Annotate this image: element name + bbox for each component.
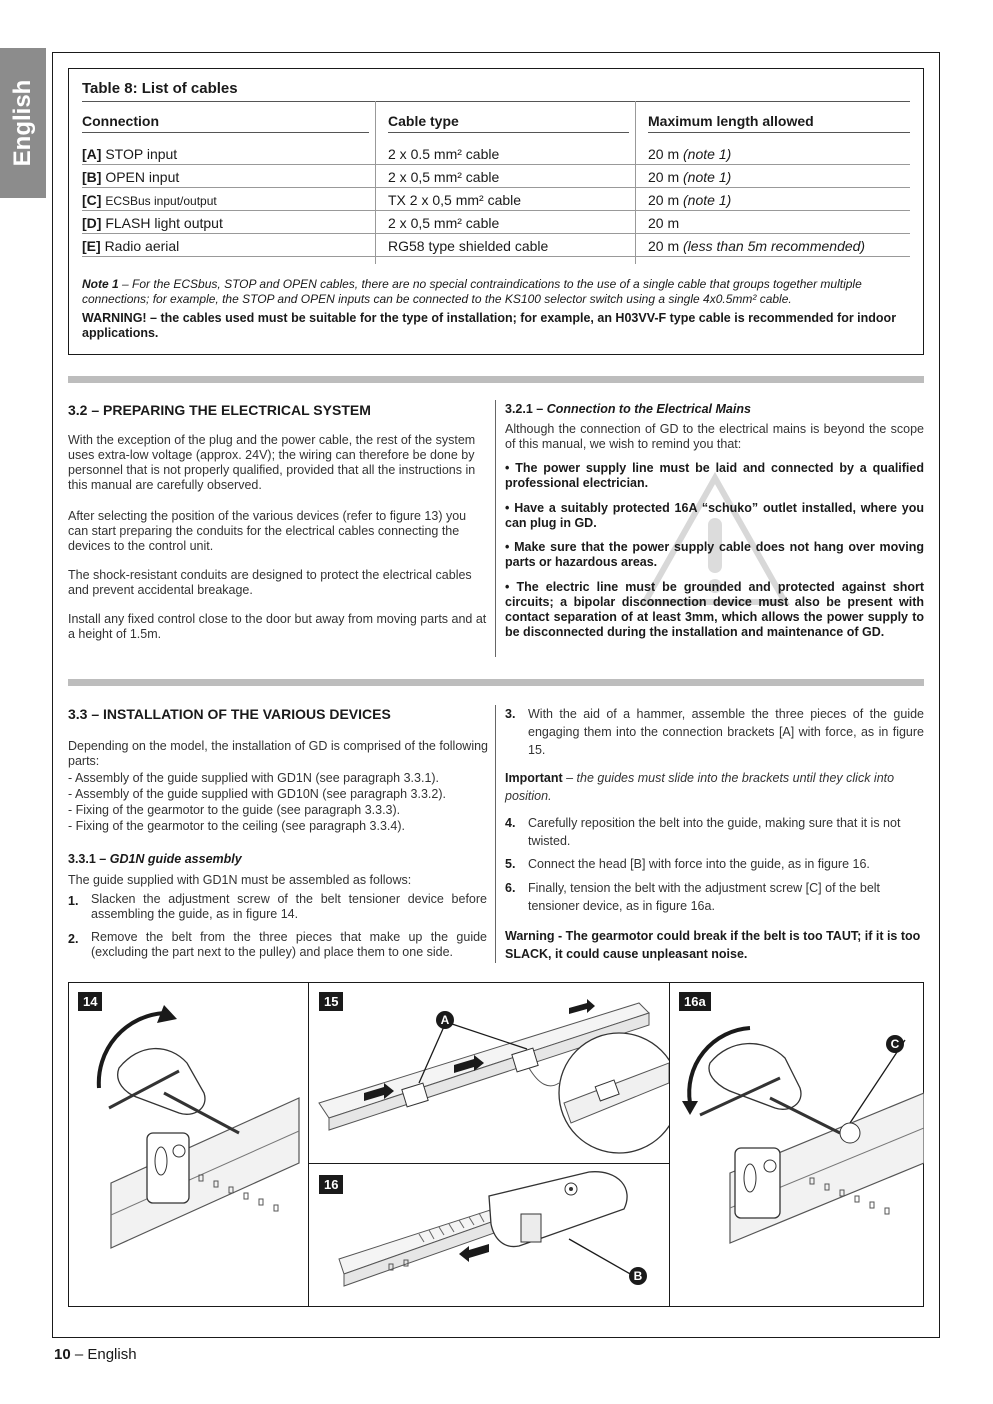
page-number: 10	[54, 1346, 71, 1363]
row-length-note: (less than 5m recommended)	[683, 238, 866, 254]
important-note: Important – the guides must slide into the brackets until they click into position.	[505, 771, 895, 803]
figure-16a-illustration	[670, 983, 924, 1306]
figure-16a-label: 16a	[679, 992, 711, 1011]
list-item: - Fixing of the gearmotor to the guide (see paragraph 3.3.3).	[68, 803, 401, 817]
row-name: FLASH light output	[105, 215, 223, 231]
table-header-connection: Connection	[82, 113, 159, 129]
row-length-note: (note 1)	[683, 146, 732, 162]
note-label: Note 1	[82, 277, 119, 291]
table-note	[82, 277, 912, 307]
figure-16-label: 16	[319, 1175, 343, 1194]
row-cable: 2 x 0,5 mm² cable	[388, 169, 500, 185]
row-name: OPEN input	[105, 169, 180, 185]
list-item: - Assembly of the guide supplied with GD1N (see paragraph 3.3.1).	[68, 771, 440, 785]
numbered-step: 1. Slacken the adjustment screw of the belt tensioner device before assembling the guide, as in figure 14.	[68, 892, 487, 921]
figure-14-illustration	[69, 983, 308, 1306]
warning-text: Warning - The gearmotor could break if the belt is too TAUT; if it is too SLACK, it could cause unpleasant noise.	[505, 929, 921, 961]
figure-panel	[68, 982, 924, 1307]
numbered-step: 5. Connect the head [B] with force into the guide, as in figure 16.	[505, 857, 870, 871]
row-length: 20 m	[648, 169, 680, 185]
row-name: ECSBus input/output	[105, 194, 217, 208]
subsection-3-2-1-title: 3.2.1 – Connection to the Electrical Mains	[505, 402, 751, 416]
section-3-3-title: 3.3 – INSTALLATION OF THE VARIOUS DEVICES	[68, 706, 391, 722]
row-cable: TX 2 x 0,5 mm² cable	[388, 192, 522, 208]
row-length: 20 m	[648, 215, 680, 231]
table-header-cable-type: Cable type	[388, 113, 459, 129]
section-3-2-title: 3.2 – PREPARING THE ELECTRICAL SYSTEM	[68, 402, 371, 418]
column-separator	[495, 705, 496, 963]
header-rule	[82, 132, 369, 133]
row-cable: 2 x 0,5 mm² cable	[388, 215, 500, 231]
numbered-step: 2. Remove the belt from the three pieces that make up the guide (excluding the part next to the pulley) and place them to one side.	[68, 930, 487, 959]
row-code: [E]	[82, 238, 101, 254]
language-side-tab: English	[0, 48, 46, 198]
numbered-step: 4. Carefully reposition the belt into the guide, making sure that it is not twisted.	[505, 816, 901, 848]
section-divider	[68, 679, 924, 686]
paragraph: With the exception of the plug and the power cable, the rest of the system uses extra-low voltage (approx. 24V); the wiring can therefore be done by personnel that is not properly qualified, provided that all the instructions in this manual are carefully observed.	[68, 433, 476, 492]
paragraph: The guide supplied with GD1N must be assembled as follows:	[68, 873, 412, 887]
row-name: STOP input	[105, 146, 178, 162]
table-row	[82, 234, 910, 257]
table-row	[82, 211, 910, 234]
row-length-note: (note 1)	[683, 169, 732, 185]
bullet-item: • Have a suitably protected 16A “schuko” outlet installed, where you can plug in GD.	[505, 501, 924, 530]
cables-table	[68, 68, 924, 355]
row-name: Radio aerial	[104, 238, 180, 254]
note-text: – For the ECSbus, STOP and OPEN cables, there are no special contraindications to the use of a single cable that groups together multiple connections; for example, the STOP and OPEN inputs can be connected to the KS100 selector switch using a single 4x0.5mm² cable.	[82, 277, 862, 306]
bullet-item: • The electric line must be grounded and protected against short circuits; a bipolar disconnection device must also be present with contact separation of at least 3mm, which allows the power supply to be disconnected during the installation and maintenance of GD.	[505, 580, 924, 639]
paragraph: Depending on the model, the installation of GD is comprised of the following parts:	[68, 739, 488, 768]
column-separator	[495, 400, 496, 657]
table-title-rule	[82, 101, 910, 102]
row-code: [B]	[82, 169, 102, 185]
callout-a: A	[436, 1011, 454, 1029]
numbered-step: 3. With the aid of a hammer, assemble the three pieces of the guide engaging them into the connection brackets [A] with force, as in figure 15.	[505, 707, 924, 757]
header-rule	[648, 132, 910, 133]
row-length: 20 m	[648, 146, 680, 162]
table-row	[82, 165, 910, 188]
row-cable: RG58 type shielded cable	[388, 238, 549, 254]
paragraph: Install any fixed control close to the door but away from moving parts and at a height of 1.5m.	[68, 612, 487, 641]
header-rule	[388, 132, 629, 133]
row-code: [D]	[82, 215, 102, 231]
list-item: - Fixing of the gearmotor to the ceiling (see paragraph 3.3.4).	[68, 819, 405, 833]
figure-14-label: 14	[78, 992, 102, 1011]
row-code: [C]	[82, 192, 102, 208]
row-length: 20 m	[648, 192, 680, 208]
table-title: Table 8: List of cables	[82, 80, 238, 97]
subsection-3-3-1-title: 3.3.1 – GD1N guide assembly	[68, 852, 242, 866]
callout-c: C	[886, 1035, 904, 1053]
callout-b: B	[629, 1267, 647, 1285]
section-divider	[68, 376, 924, 383]
table-header-max-length: Maximum length allowed	[648, 113, 814, 129]
table-warning: WARNING! – the cables used must be suitable for the type of installation; for example, an H03VV-F type cable is recommended for indoor applications.	[82, 311, 897, 340]
table-row	[82, 188, 910, 211]
paragraph: Although the connection of GD to the electrical mains is beyond the scope of this manual, we wish to remind you that:	[505, 422, 924, 451]
bullet-item: • The power supply line must be laid and connected by a qualified professional electrician.	[505, 461, 924, 490]
paragraph: After selecting the position of the various devices (refer to figure 13) you can start preparing the conduits for the electrical cables connecting the devices to the control unit.	[68, 509, 467, 553]
table-row	[82, 142, 910, 165]
row-length-note: (note 1)	[683, 192, 732, 208]
figure-15-label: 15	[319, 992, 343, 1011]
figure-16-illustration	[309, 1164, 669, 1306]
page-footer	[54, 1346, 137, 1363]
numbered-step: 6. Finally, tension the belt with the adjustment screw [C] of the belt tensioner device, as in figure 16a.	[505, 881, 881, 913]
list-item: - Assembly of the guide supplied with GD10N (see paragraph 3.3.2).	[68, 787, 446, 801]
row-length: 20 m	[648, 238, 680, 254]
bullet-item: • Make sure that the power supply cable does not hang over moving parts or hazardous areas.	[505, 540, 924, 569]
row-cable: 2 x 0.5 mm² cable	[388, 146, 500, 162]
figure-15-illustration	[309, 983, 669, 1163]
paragraph: The shock-resistant conduits are designed to protect the electrical cables and prevent accidental breakage.	[68, 568, 472, 597]
row-code: [A]	[82, 146, 102, 162]
footer-language: – English	[70, 1346, 137, 1363]
